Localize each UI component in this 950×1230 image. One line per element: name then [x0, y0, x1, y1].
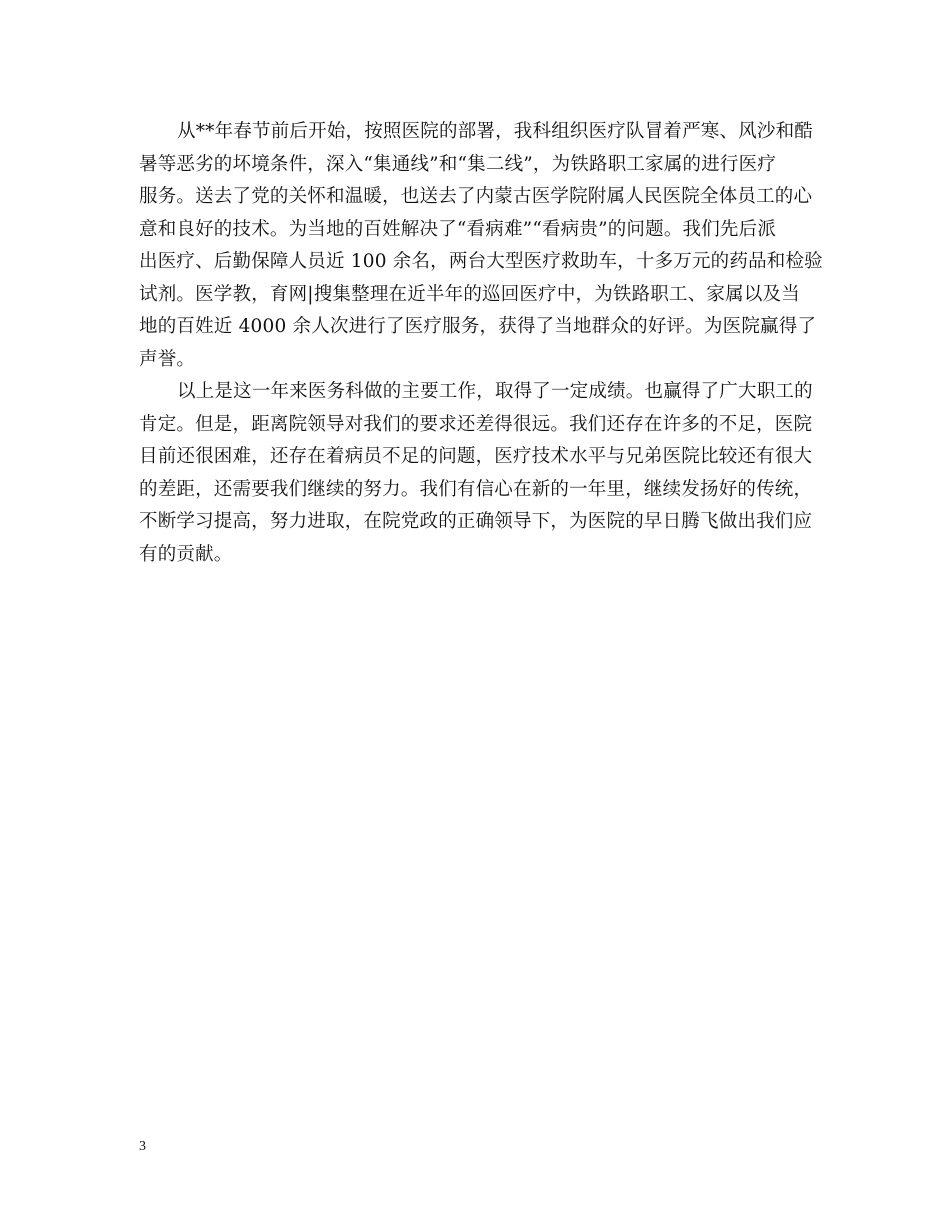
- text-line: 从**年春节前后开始，按照医院的部署，我科组织医疗队冒着严寒、风沙和酷: [177, 121, 814, 142]
- text-line: 有的贡献。: [139, 543, 233, 565]
- text-line: 声誉。: [139, 348, 196, 370]
- paragraph-summary: [139, 376, 811, 571]
- paragraph-outreach: [139, 116, 823, 376]
- document-body: [139, 116, 823, 571]
- text-line: 试剂。医学教，育网|搜集整理在近半年的巡回医疗中，为铁路职工、家属以及当: [139, 283, 800, 305]
- text-line: 目前还很困难，还存在着病员不足的问题，医疗技术水平与兄弟医院比较还有很大: [139, 446, 813, 467]
- text-line: 服务。送去了党的关怀和温暖，也送去了内蒙古医学院附属人民医院全体员工的心: [139, 186, 813, 207]
- text-line: 暑等恶劣的坏境条件，深入“集通线”和“集二线”，为铁路职工家属的进行医疗: [139, 153, 777, 175]
- text-line: 出医疗、后勤保障人员近 100 余名，两台大型医疗救助车，十多万元的药品和检验: [139, 251, 823, 272]
- text-line: 的差距，还需要我们继续的努力。我们有信心在新的一年里，继续发扬好的传统，: [139, 478, 813, 500]
- text-line: 肯定。但是，距离院领导对我们的要求还差得很远。我们还存在许多的不足，医院: [139, 413, 813, 435]
- page-number: 3: [139, 1139, 146, 1154]
- text-line: 地的百姓近 4000 余人次进行了医疗服务，获得了当地群众的好评。为医院赢得了: [139, 316, 817, 337]
- text-line: 不断学习提高，努力进取，在院党政的正确领导下，为医院的早日腾飞做出我们应: [139, 511, 813, 532]
- text-line: 以上是这一年来医务科做的主要工作，取得了一定成绩。也赢得了广大职工的: [177, 381, 813, 402]
- text-line: 意和良好的技术。为当地的百姓解决了“看病难”“看病贵”的问题。我们先后派: [139, 218, 777, 240]
